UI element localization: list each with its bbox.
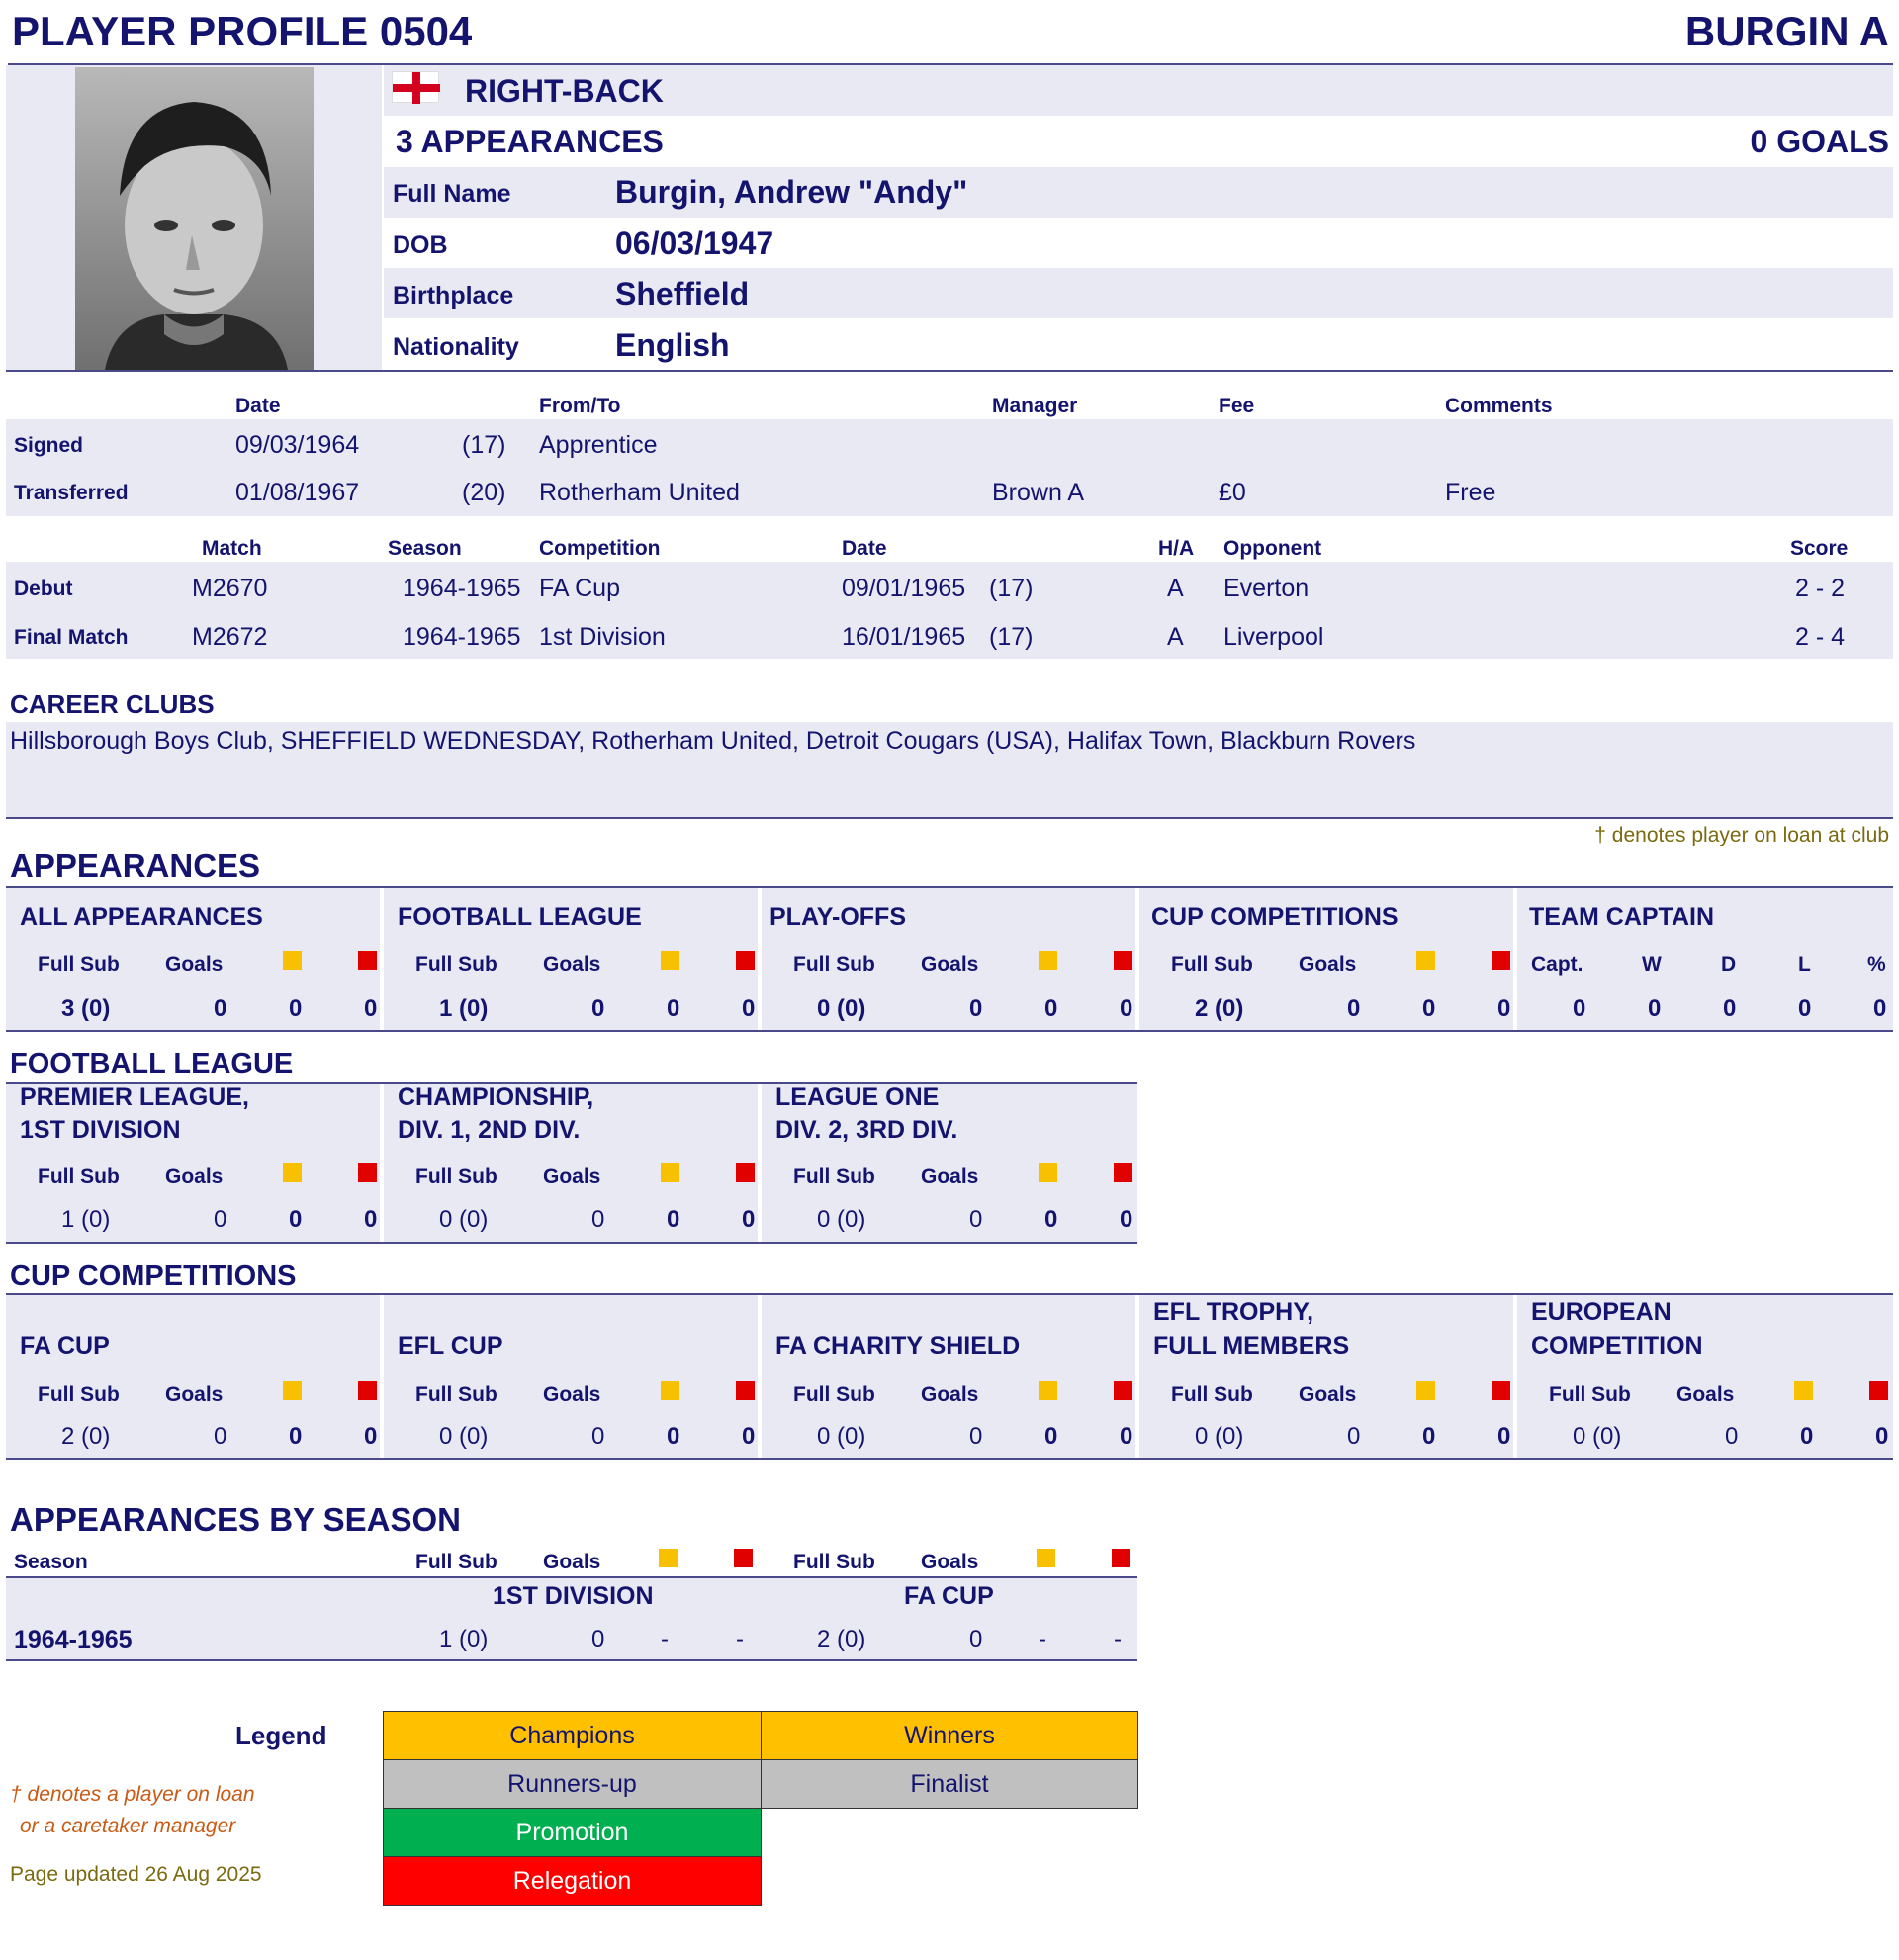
col-full-sub: Full Sub bbox=[793, 1383, 875, 1406]
cup-panel-title2: FA CUP bbox=[20, 1332, 110, 1360]
match-header-score: Score bbox=[1790, 537, 1849, 560]
panel-goals: 0 bbox=[214, 995, 227, 1022]
panel-red: 0 bbox=[742, 1206, 756, 1233]
red-card-icon bbox=[1492, 1381, 1510, 1400]
legend-winners bbox=[761, 1711, 1138, 1760]
panel-goals: 0 bbox=[1347, 1423, 1361, 1450]
career-clubs-title: CAREER CLUBS bbox=[10, 689, 215, 719]
season-row-goals: 0 bbox=[969, 1626, 983, 1652]
panel-apps: 0 (0) bbox=[817, 1423, 866, 1450]
panel-red: 0 bbox=[1120, 1423, 1133, 1450]
panel-apps: 0 (0) bbox=[817, 995, 866, 1022]
transfer-row-age: (17) bbox=[462, 431, 506, 459]
match-row-age: (17) bbox=[989, 575, 1034, 602]
yellow-card-icon bbox=[1039, 951, 1057, 970]
panel-yellow: 0 bbox=[289, 1206, 303, 1233]
legend-relegation bbox=[383, 1856, 762, 1906]
transfer-row-club: Apprentice bbox=[539, 431, 658, 459]
transfers-header-fee: Fee bbox=[1219, 395, 1255, 417]
yellow-card-icon bbox=[283, 1381, 302, 1400]
league-panel-title2: DIV. 2, 3RD DIV. bbox=[775, 1116, 958, 1144]
panel-goals: 0 bbox=[1347, 995, 1361, 1022]
panel-red: 0 bbox=[1497, 995, 1511, 1022]
red-card-icon bbox=[1114, 1381, 1132, 1400]
field-value-nationality: English bbox=[615, 327, 730, 363]
col-full-sub: Full Sub bbox=[793, 953, 875, 976]
legend-winners-label: Winners bbox=[904, 1721, 995, 1749]
legend-champions bbox=[383, 1711, 762, 1760]
panel-red: 0 bbox=[364, 1206, 378, 1233]
red-card-icon bbox=[358, 1163, 377, 1182]
match-row-id: M2670 bbox=[192, 575, 268, 602]
cup-panel-title1: EFL TROPHY, bbox=[1153, 1298, 1314, 1326]
position: RIGHT-BACK bbox=[465, 73, 664, 109]
red-card-icon bbox=[1114, 1163, 1132, 1182]
col-goals: Goals bbox=[1299, 953, 1357, 976]
match-row-date: 09/01/1965 bbox=[842, 575, 966, 602]
panel-goals: 0 bbox=[969, 1423, 983, 1450]
col-full-sub: Full Sub bbox=[38, 1165, 120, 1188]
season-row-yellow: - bbox=[661, 1626, 669, 1652]
transfer-row-club: Rotherham United bbox=[539, 479, 740, 506]
match-row-date: 16/01/1965 bbox=[842, 623, 966, 651]
panel-red: 0 bbox=[1875, 1423, 1889, 1450]
captain-header: L bbox=[1798, 953, 1811, 976]
cup-panel-title2: EFL CUP bbox=[398, 1332, 503, 1360]
legend-finalist bbox=[761, 1759, 1138, 1809]
red-card-icon bbox=[736, 1381, 755, 1400]
col-full-sub: Full Sub bbox=[1549, 1383, 1631, 1406]
transfer-row-comments: Free bbox=[1445, 479, 1496, 506]
match-row-ha: A bbox=[1167, 575, 1184, 602]
cup-panel-title2: COMPETITION bbox=[1531, 1332, 1703, 1360]
red-card-icon bbox=[1114, 951, 1132, 970]
match-row-competition: FA Cup bbox=[539, 575, 620, 602]
match-row-score: 2 - 2 bbox=[1795, 575, 1846, 602]
legend-note-line2: or a caretaker manager bbox=[20, 1815, 236, 1837]
col-full-sub: Full Sub bbox=[1171, 953, 1253, 976]
panel-yellow: 0 bbox=[667, 995, 680, 1022]
col-goals: Goals bbox=[165, 1383, 224, 1406]
col-goals: Goals bbox=[543, 1383, 601, 1406]
col-full-sub: Full Sub bbox=[415, 1551, 497, 1573]
panel-title: ALL APPEARANCES bbox=[20, 903, 263, 931]
panel-apps: 1 (0) bbox=[439, 995, 489, 1022]
col-goals: Goals bbox=[921, 1165, 979, 1188]
season-row-red: - bbox=[736, 1626, 744, 1652]
red-card-icon bbox=[358, 1381, 377, 1400]
field-value-dob: 06/03/1947 bbox=[615, 225, 774, 261]
captain-header: D bbox=[1721, 953, 1737, 976]
panel-goals: 0 bbox=[214, 1423, 227, 1450]
career-clubs-text: Hillsborough Boys Club, SHEFFIELD WEDNESDAY, Rotherham United, Detroit Cougars (USA), Halifax Town, Blackburn Rovers bbox=[10, 727, 1416, 755]
col-full-sub: Full Sub bbox=[415, 953, 497, 976]
match-row-label: Final Match bbox=[14, 626, 129, 649]
panel-apps: 2 (0) bbox=[1195, 995, 1244, 1022]
match-row-competition: 1st Division bbox=[539, 623, 666, 651]
yellow-card-icon bbox=[661, 1381, 679, 1400]
col-goals: Goals bbox=[921, 1383, 979, 1406]
match-header-competition: Competition bbox=[539, 537, 661, 560]
panel-goals: 0 bbox=[969, 1206, 983, 1233]
match-header-date: Date bbox=[842, 537, 887, 560]
captain-value: 0 bbox=[1798, 995, 1812, 1022]
field-value-fullname: Burgin, Andrew "Andy" bbox=[615, 174, 968, 210]
cup-panel-title1: EUROPEAN bbox=[1531, 1298, 1672, 1326]
col-goals: Goals bbox=[543, 953, 601, 976]
cup-panel-title2: FA CHARITY SHIELD bbox=[775, 1332, 1021, 1360]
season-section-title: APPEARANCES BY SEASON bbox=[10, 1501, 461, 1538]
season-row-apps: 2 (0) bbox=[817, 1626, 866, 1652]
yellow-card-icon bbox=[283, 951, 302, 970]
red-card-icon bbox=[1492, 951, 1510, 970]
match-header-season: Season bbox=[388, 537, 462, 560]
yellow-card-icon bbox=[661, 1163, 679, 1182]
captain-header: % bbox=[1867, 953, 1886, 976]
panel-yellow: 0 bbox=[667, 1206, 680, 1233]
match-row-opponent: Liverpool bbox=[1223, 623, 1324, 651]
panel-yellow: 0 bbox=[1044, 1206, 1058, 1233]
panel-yellow: 0 bbox=[667, 1423, 680, 1450]
panel-goals: 0 bbox=[591, 995, 605, 1022]
goals-total: 0 GOALS bbox=[1750, 124, 1889, 159]
match-header-match: Match bbox=[202, 537, 262, 560]
panel-red: 0 bbox=[1120, 995, 1133, 1022]
yellow-card-icon bbox=[1416, 951, 1435, 970]
col-full-sub: Full Sub bbox=[793, 1165, 875, 1188]
yellow-card-icon bbox=[1039, 1163, 1057, 1182]
panel-apps: 0 (0) bbox=[817, 1206, 866, 1233]
match-row-ha: A bbox=[1167, 623, 1184, 651]
col-full-sub: Full Sub bbox=[38, 953, 120, 976]
yellow-card-icon bbox=[1416, 1381, 1435, 1400]
appearances-total: 3 APPEARANCES bbox=[396, 124, 664, 159]
transfers-header-date: Date bbox=[235, 395, 281, 417]
panel-red: 0 bbox=[364, 1423, 378, 1450]
panel-goals: 0 bbox=[591, 1423, 605, 1450]
captain-value: 0 bbox=[1873, 995, 1887, 1022]
col-goals: Goals bbox=[1676, 1383, 1735, 1406]
england-flag-icon bbox=[392, 71, 439, 103]
panel-goals: 0 bbox=[1725, 1423, 1739, 1450]
transfers-header-comments: Comments bbox=[1445, 395, 1553, 417]
legend-title: Legend bbox=[235, 1721, 327, 1750]
legend-runners-up bbox=[383, 1759, 762, 1809]
yellow-card-icon bbox=[1037, 1549, 1055, 1567]
panel-title: PLAY-OFFS bbox=[769, 903, 906, 931]
captain-value: 0 bbox=[1648, 995, 1662, 1022]
match-row-id: M2672 bbox=[192, 623, 268, 651]
player-short-name: BURGIN A bbox=[1684, 8, 1889, 54]
captain-title: TEAM CAPTAIN bbox=[1529, 903, 1715, 931]
panel-apps: 0 (0) bbox=[439, 1423, 489, 1450]
transfer-row-fee: £0 bbox=[1219, 479, 1246, 506]
yellow-card-icon bbox=[283, 1163, 302, 1182]
panel-goals: 0 bbox=[214, 1206, 227, 1233]
panel-yellow: 0 bbox=[1800, 1423, 1814, 1450]
panel-red: 0 bbox=[364, 995, 378, 1022]
field-label-birthplace: Birthplace bbox=[393, 282, 514, 310]
yellow-card-icon bbox=[1039, 1381, 1057, 1400]
match-header-ha: H/A bbox=[1158, 537, 1195, 560]
match-row-season: 1964-1965 bbox=[403, 623, 521, 651]
page-updated: Page updated 26 Aug 2025 bbox=[10, 1863, 262, 1886]
col-full-sub: Full Sub bbox=[415, 1383, 497, 1406]
transfer-row-label: Transferred bbox=[14, 482, 129, 504]
col-goals: Goals bbox=[543, 1165, 601, 1188]
panel-red: 0 bbox=[1120, 1206, 1133, 1233]
col-full-sub: Full Sub bbox=[38, 1383, 120, 1406]
legend-champions-label: Champions bbox=[509, 1721, 635, 1749]
col-goals: Goals bbox=[165, 1165, 224, 1188]
transfers-header-fromto: From/To bbox=[539, 395, 621, 417]
match-header-opponent: Opponent bbox=[1223, 537, 1322, 560]
captain-header: W bbox=[1642, 953, 1662, 976]
season-comp-header: 1ST DIVISION bbox=[493, 1582, 654, 1610]
season-col-label: Season bbox=[14, 1551, 88, 1573]
field-label-dob: DOB bbox=[393, 231, 448, 259]
panel-title: CUP COMPETITIONS bbox=[1151, 903, 1399, 931]
yellow-card-icon bbox=[1794, 1381, 1813, 1400]
panel-red: 0 bbox=[742, 995, 756, 1022]
match-row-opponent: Everton bbox=[1223, 575, 1310, 602]
col-full-sub: Full Sub bbox=[1171, 1383, 1253, 1406]
match-row-age: (17) bbox=[989, 623, 1034, 651]
league-panel-title1: CHAMPIONSHIP, bbox=[398, 1083, 594, 1111]
legend-promotion bbox=[383, 1808, 762, 1857]
match-row-season: 1964-1965 bbox=[403, 575, 521, 602]
season-row-season: 1964-1965 bbox=[14, 1626, 133, 1653]
red-card-icon bbox=[736, 951, 755, 970]
transfer-row-label: Signed bbox=[14, 434, 84, 457]
panel-red: 0 bbox=[742, 1423, 756, 1450]
panel-apps: 0 (0) bbox=[1195, 1423, 1244, 1450]
legend-promotion-label: Promotion bbox=[515, 1818, 629, 1846]
col-goals: Goals bbox=[165, 953, 224, 976]
panel-title: FOOTBALL LEAGUE bbox=[398, 903, 642, 931]
panel-apps: 3 (0) bbox=[61, 995, 111, 1022]
col-goals: Goals bbox=[1299, 1383, 1357, 1406]
panel-apps: 0 (0) bbox=[439, 1206, 489, 1233]
legend-runners-up-label: Runners-up bbox=[507, 1769, 637, 1798]
panel-yellow: 0 bbox=[1044, 1423, 1058, 1450]
red-card-icon bbox=[358, 951, 377, 970]
player-photo bbox=[75, 67, 314, 370]
captain-header: Capt. bbox=[1531, 953, 1583, 976]
transfer-row-manager: Brown A bbox=[992, 479, 1085, 506]
panel-apps: 0 (0) bbox=[1573, 1423, 1622, 1450]
panel-red: 0 bbox=[1497, 1423, 1511, 1450]
red-card-icon bbox=[1112, 1549, 1130, 1567]
season-row-red: - bbox=[1114, 1626, 1122, 1652]
transfer-row-date: 01/08/1967 bbox=[235, 479, 360, 506]
appearances-section-title: APPEARANCES bbox=[10, 847, 261, 884]
league-section-title: FOOTBALL LEAGUE bbox=[10, 1048, 294, 1080]
league-panel-title1: PREMIER LEAGUE, bbox=[20, 1083, 249, 1111]
panel-yellow: 0 bbox=[289, 995, 303, 1022]
captain-value: 0 bbox=[1573, 995, 1586, 1022]
cup-section-title: CUP COMPETITIONS bbox=[10, 1260, 297, 1292]
panel-goals: 0 bbox=[591, 1206, 605, 1233]
yellow-card-icon bbox=[659, 1549, 678, 1567]
legend-relegation-label: Relegation bbox=[512, 1866, 632, 1895]
yellow-card-icon bbox=[661, 951, 679, 970]
panel-yellow: 0 bbox=[1044, 995, 1058, 1022]
legend-finalist-label: Finalist bbox=[910, 1769, 989, 1798]
league-panel-title2: DIV. 1, 2ND DIV. bbox=[398, 1116, 581, 1144]
col-full-sub: Full Sub bbox=[415, 1165, 497, 1188]
season-row-goals: 0 bbox=[591, 1626, 605, 1652]
transfer-row-date: 09/03/1964 bbox=[235, 431, 360, 459]
transfers-header-manager: Manager bbox=[992, 395, 1078, 417]
panel-apps: 1 (0) bbox=[61, 1206, 111, 1233]
col-goals: Goals bbox=[921, 1551, 979, 1573]
field-label-fullname: Full Name bbox=[393, 180, 511, 208]
red-card-icon bbox=[734, 1549, 753, 1567]
col-full-sub: Full Sub bbox=[793, 1551, 875, 1573]
legend-note-line1: † denotes a player on loan bbox=[10, 1783, 255, 1806]
match-row-label: Debut bbox=[14, 578, 73, 600]
red-card-icon bbox=[1869, 1381, 1888, 1400]
season-row-apps: 1 (0) bbox=[439, 1626, 489, 1652]
transfer-row-age: (20) bbox=[462, 479, 506, 506]
page-title: PLAYER PROFILE 0504 bbox=[12, 8, 473, 54]
season-comp-header: FA CUP bbox=[904, 1582, 994, 1610]
panel-apps: 2 (0) bbox=[61, 1423, 111, 1450]
col-goals: Goals bbox=[921, 953, 979, 976]
cup-panel-title2: FULL MEMBERS bbox=[1153, 1332, 1350, 1360]
league-panel-title1: LEAGUE ONE bbox=[775, 1083, 940, 1111]
panel-yellow: 0 bbox=[1422, 1423, 1436, 1450]
panel-goals: 0 bbox=[969, 995, 983, 1022]
red-card-icon bbox=[736, 1163, 755, 1182]
field-value-birthplace: Sheffield bbox=[615, 276, 750, 312]
loan-note: † denotes player on loan at club bbox=[1594, 824, 1889, 846]
league-panel-title2: 1ST DIVISION bbox=[20, 1116, 181, 1144]
match-row-score: 2 - 4 bbox=[1795, 623, 1846, 651]
field-label-nationality: Nationality bbox=[393, 333, 519, 361]
col-goals: Goals bbox=[543, 1551, 601, 1573]
panel-yellow: 0 bbox=[1422, 995, 1436, 1022]
season-row-yellow: - bbox=[1039, 1626, 1046, 1652]
panel-yellow: 0 bbox=[289, 1423, 303, 1450]
captain-value: 0 bbox=[1723, 995, 1737, 1022]
